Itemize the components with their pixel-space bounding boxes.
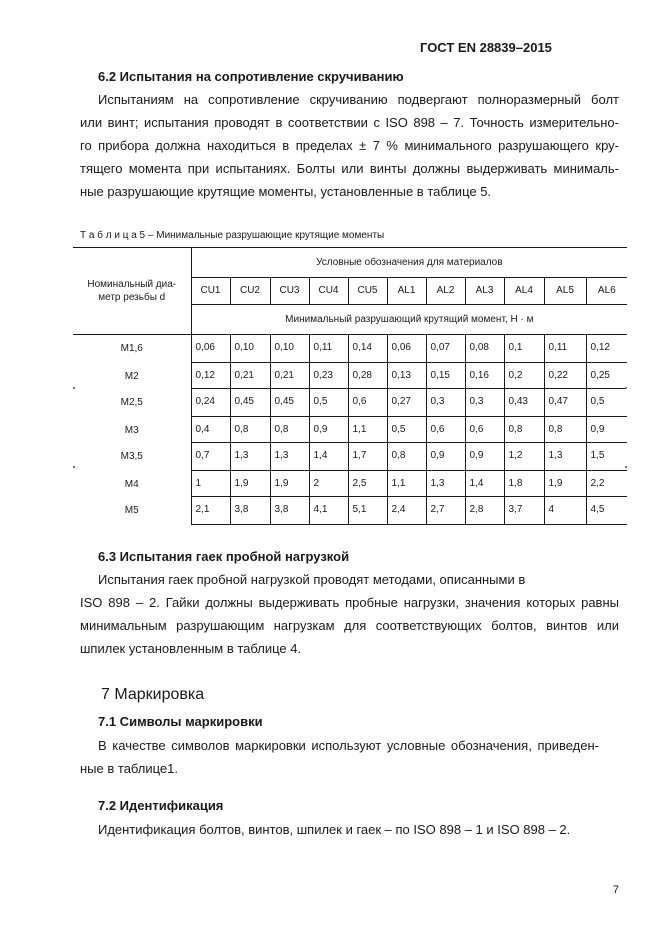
value-cell: 2,7 [426,497,465,525]
page-number: 7 [612,884,619,896]
text-line: минимальным разрушающим нагрузкам для соответствующих болтов, винтов или [80,618,619,633]
value-cell: 0,45 [230,389,270,417]
value-cell: 0,5 [309,389,348,417]
section-7-1-paragraph [80,734,599,780]
value-cell: 1,3 [426,471,465,497]
value-cell: 0,6 [426,417,465,443]
margin-tick [73,387,75,389]
value-cell: 0,9 [426,443,465,471]
value-cell: 1,8 [504,471,544,497]
value-cell: 0,45 [270,389,309,417]
section-7-title: 7 Маркировка [101,686,205,703]
value-cell: 2,2 [586,471,627,497]
table-row [73,363,627,389]
margin-tick [625,466,627,468]
diameter-cell: М1,6 [73,335,191,363]
value-cell: 0,43 [504,389,544,417]
value-cell: 0,8 [544,417,586,443]
value-cell: 0,3 [465,389,504,417]
value-cell: 2,4 [387,497,426,525]
value-cell: 0,13 [387,363,426,389]
material-header: CU1 [191,278,230,304]
value-cell: 0,06 [387,335,426,363]
section-6-3-paragraph [80,568,619,660]
value-cell: 0,21 [270,363,309,389]
value-cell: 3,7 [504,497,544,525]
value-cell: 0,8 [230,417,270,443]
margin-tick [73,466,75,468]
value-cell: 5,1 [348,497,387,525]
diameter-cell: М3 [73,417,191,443]
unit-header: Минимальный разрушающий крутящий момент, Н · м [191,304,627,334]
section-6-2-title: 6.2 Испытания на сопротивление скручиванию [98,69,404,84]
value-cell: 0,08 [465,335,504,363]
text-line: шпилек установленным в таблице 4. [80,641,302,656]
material-header: CU2 [230,278,270,304]
table-5-caption: Т а б л и ц а 5 – Минимальные разрушающие крутящие моменты [80,230,385,241]
row-header-cell [73,248,191,335]
value-cell: 1,4 [465,471,504,497]
value-cell: 2,5 [348,471,387,497]
value-cell: 0,12 [586,335,627,363]
table-row [73,389,627,417]
value-cell: 4,1 [309,497,348,525]
value-cell: 1,7 [348,443,387,471]
value-cell: 2 [309,471,348,497]
material-header: AL5 [544,278,586,304]
value-cell: 2,8 [465,497,504,525]
material-header: CU4 [309,278,348,304]
value-cell: 1,9 [270,471,309,497]
table-row [73,497,627,525]
value-cell: 0,3 [426,389,465,417]
value-cell: 0,10 [230,335,270,363]
value-cell: 0,2 [504,363,544,389]
material-header: CU5 [348,278,387,304]
value-cell: 2,1 [191,497,230,525]
text-line: В качестве символов маркировки используют условные обозначения, приведен- [98,738,599,753]
diameter-cell: М5 [73,497,191,525]
section-7-2-title: 7.2 Идентификация [98,798,224,813]
diameter-cell: М2 [73,363,191,389]
value-cell: 1,3 [230,443,270,471]
value-cell: 0,6 [348,389,387,417]
value-cell: 3,8 [230,497,270,525]
table-row [73,417,627,443]
text-line: Испытания гаек пробной нагрузкой проводят методами, описанными в [98,572,526,587]
document-header-id: ГОСТ EN 28839–2015 [420,40,552,55]
value-cell: 1,1 [348,417,387,443]
value-cell: 0,25 [586,363,627,389]
value-cell: 0,1 [504,335,544,363]
value-cell: 1,1 [387,471,426,497]
group-header: Условные обозначения для материалов [191,248,627,278]
value-cell: 4 [544,497,586,525]
value-cell: 0,22 [544,363,586,389]
table-row [73,335,627,363]
value-cell: 0,6 [465,417,504,443]
text-line: Идентификация болтов, винтов, шпилек и гаек – по ISO 898 – 1 и ISO 898 – 2. [98,822,571,837]
material-header: CU3 [270,278,309,304]
value-cell: 0,9 [586,417,627,443]
value-cell: 0,11 [309,335,348,363]
text-line: го прибора должна находиться в пределах ± 7 % минимального разрушающего кру- [80,138,619,153]
material-header: AL2 [426,278,465,304]
value-cell: 1,9 [230,471,270,497]
text-line: или винт; испытания проводят в соответствии с ISO 898 – 7. Точность измерительно- [80,115,619,130]
text-line: тящего момента при испытаниях. Болты или винты должны выдерживать минималь- [80,161,619,176]
text-line: ные разрушающие крутящие моменты, установленные в таблице 5. [80,184,492,199]
value-cell: 4,5 [586,497,627,525]
diameter-cell: М2,5 [73,389,191,417]
value-cell: 0,9 [309,417,348,443]
value-cell: 0,4 [191,417,230,443]
value-cell: 0,07 [426,335,465,363]
value-cell: 0,06 [191,335,230,363]
value-cell: 1,5 [586,443,627,471]
value-cell: 0,12 [191,363,230,389]
value-cell: 1 [191,471,230,497]
value-cell: 0,8 [270,417,309,443]
value-cell: 0,10 [270,335,309,363]
value-cell: 1,2 [504,443,544,471]
diameter-cell: М4 [73,471,191,497]
material-header: AL6 [586,278,627,304]
row-header-text: Номинальный диа- метр резьбы d [87,279,177,303]
value-cell: 1,3 [544,443,586,471]
table-5 [73,247,627,525]
value-cell: 0,8 [504,417,544,443]
value-cell: 0,8 [387,443,426,471]
material-header: AL4 [504,278,544,304]
value-cell: 0,23 [309,363,348,389]
value-cell: 0,5 [387,417,426,443]
value-cell: 3,8 [270,497,309,525]
table-row [73,443,627,471]
text-line: Испытаниям на сопротивление скручиванию подвергают полноразмерный болт [98,92,619,107]
margin-tick [625,387,627,389]
section-7-2-paragraph [98,818,619,841]
value-cell: 0,11 [544,335,586,363]
section-7-1-title: 7.1 Символы маркировки [98,714,263,729]
value-cell: 0,7 [191,443,230,471]
material-header: AL3 [465,278,504,304]
value-cell: 0,16 [465,363,504,389]
value-cell: 1,3 [270,443,309,471]
value-cell: 1,9 [544,471,586,497]
text-line: ные в таблице1. [80,761,179,776]
diameter-cell: М3,5 [73,443,191,471]
value-cell: 0,47 [544,389,586,417]
section-6-2-paragraph [80,88,619,203]
value-cell: 0,9 [465,443,504,471]
section-6-3-title: 6.3 Испытания гаек пробной нагрузкой [98,549,350,564]
material-header: AL1 [387,278,426,304]
value-cell: 0,14 [348,335,387,363]
table-row [73,471,627,497]
value-cell: 1,4 [309,443,348,471]
value-cell: 0,28 [348,363,387,389]
value-cell: 0,21 [230,363,270,389]
value-cell: 0,5 [586,389,627,417]
value-cell: 0,24 [191,389,230,417]
value-cell: 0,15 [426,363,465,389]
value-cell: 0,27 [387,389,426,417]
text-line: ISO 898 – 2. Гайки должны выдерживать пробные нагрузки, значения которых равны [80,595,619,610]
